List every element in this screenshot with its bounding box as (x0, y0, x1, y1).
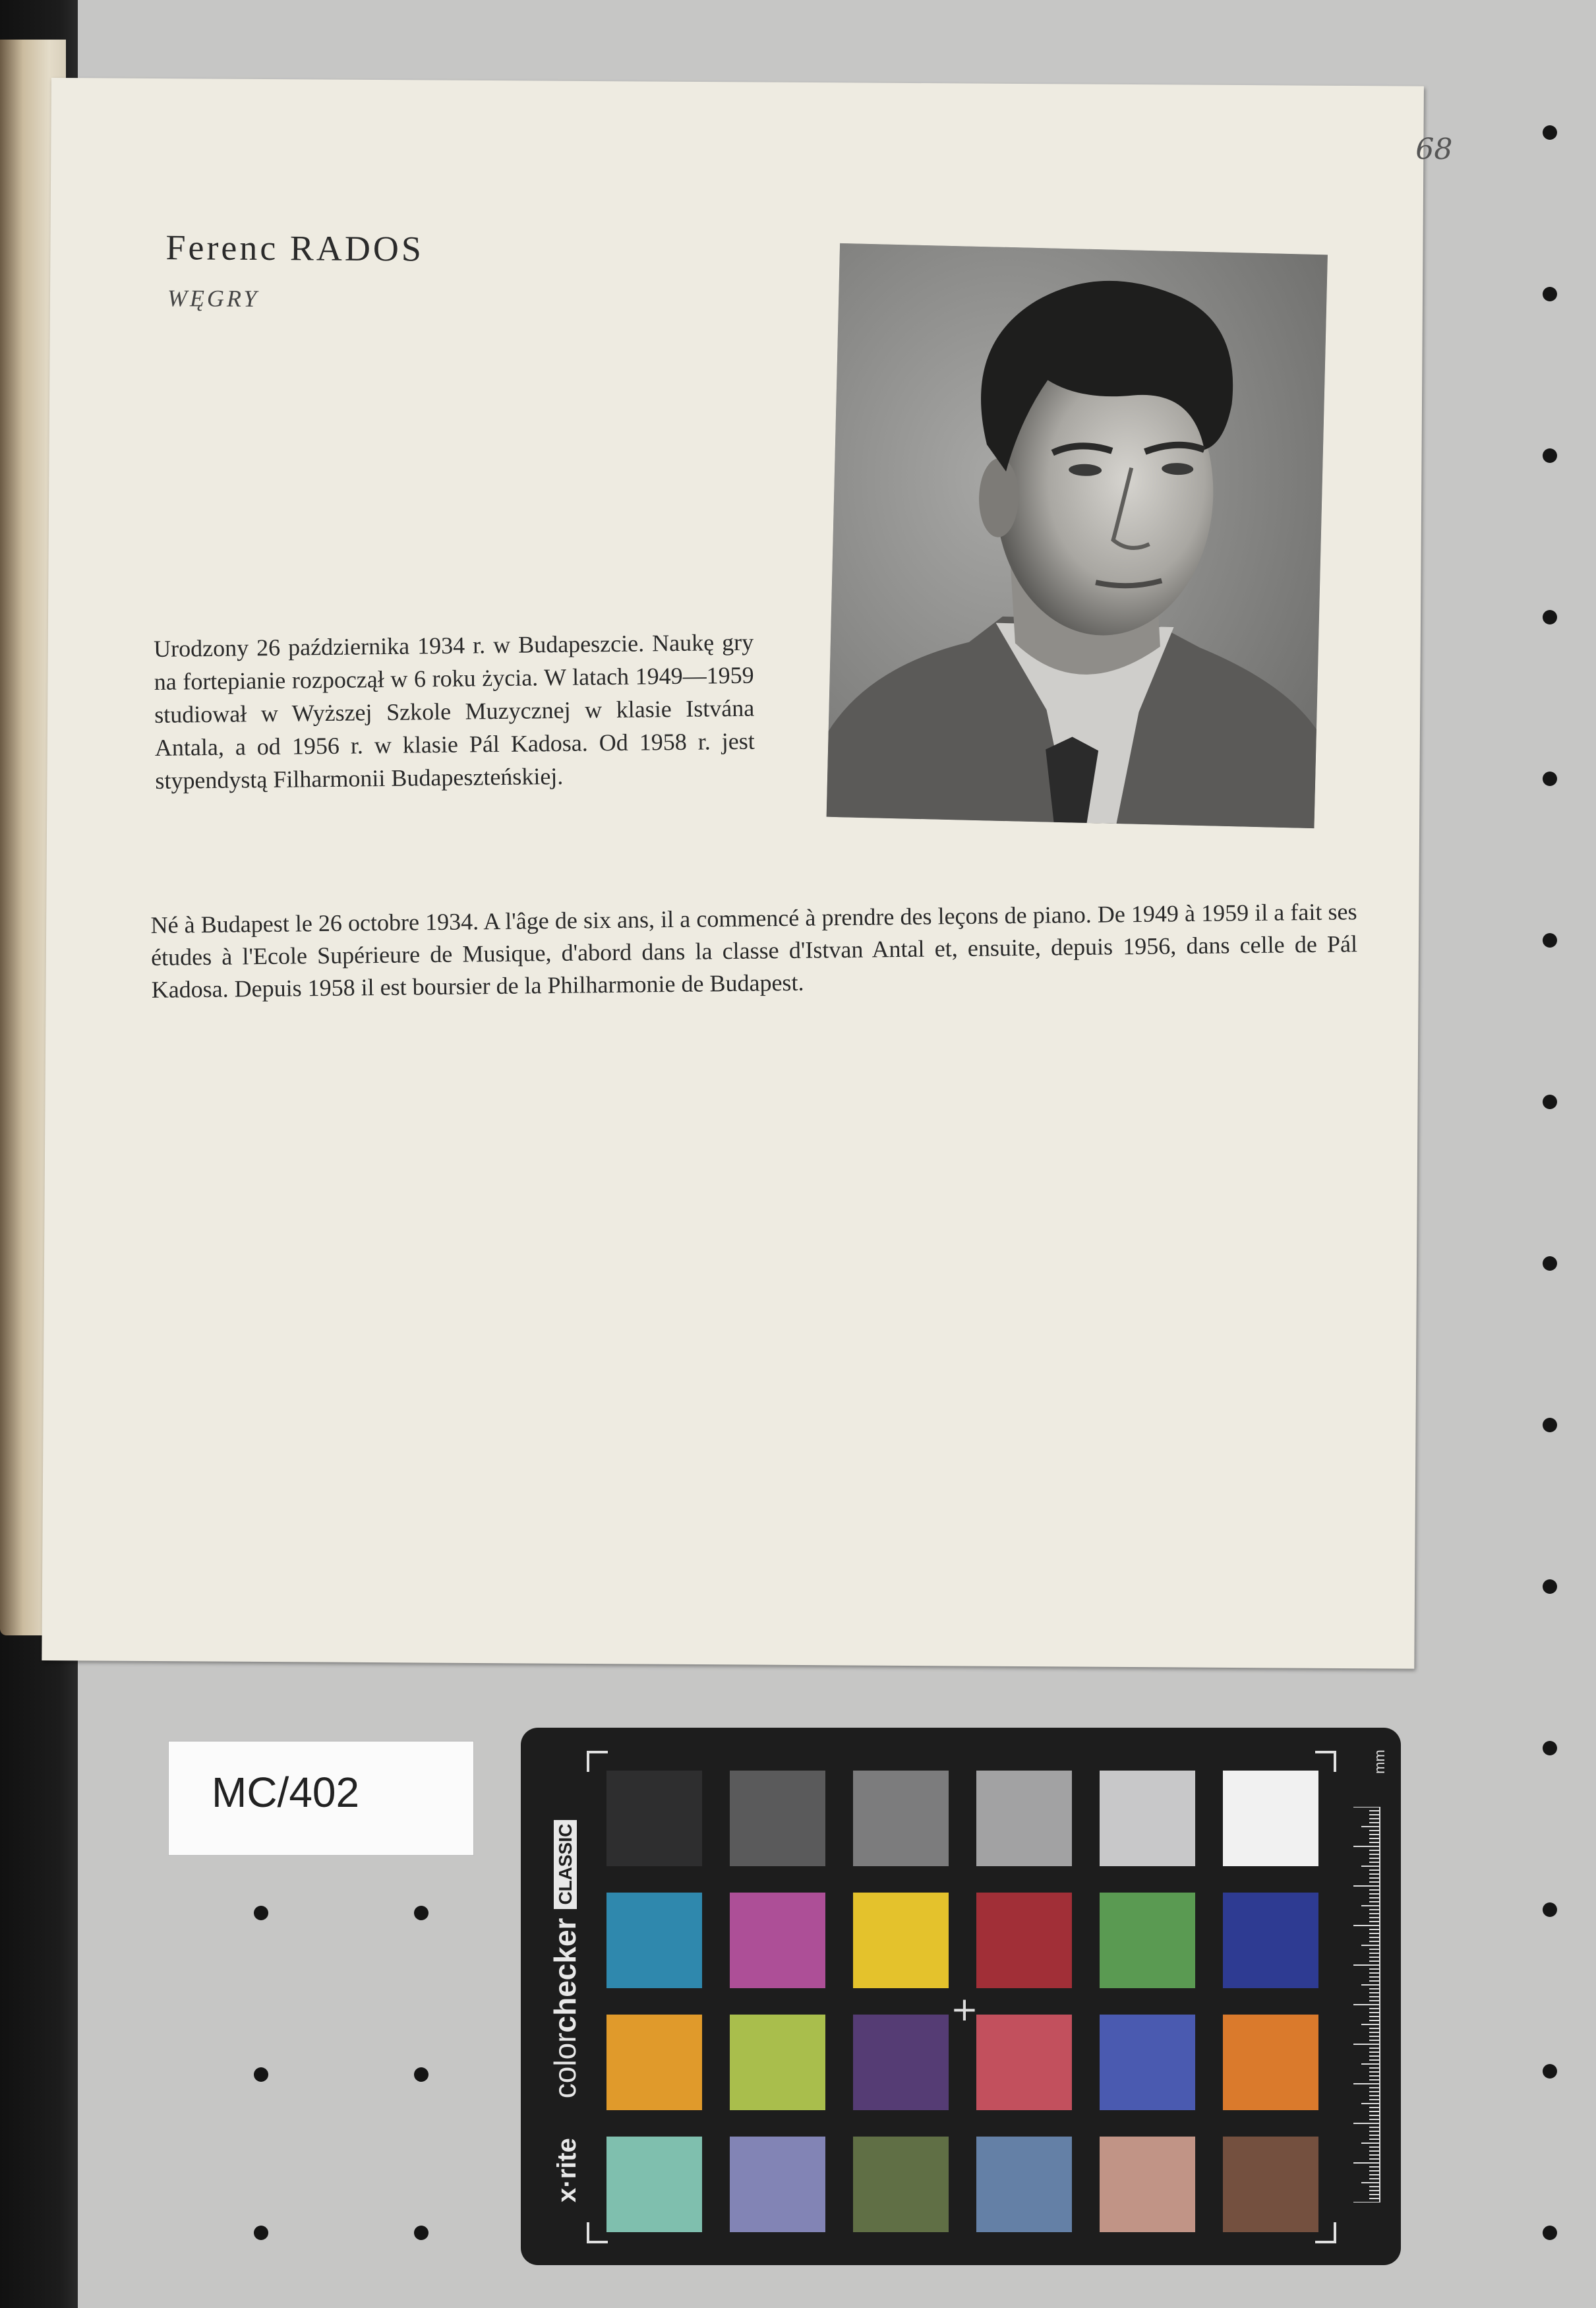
board-dot (1543, 2064, 1557, 2079)
color-patch (1100, 1771, 1195, 1866)
board-dot (1543, 933, 1557, 948)
portrait-illustration (827, 243, 1328, 828)
board-dot (1543, 287, 1557, 301)
archive-label-text: MC/402 (212, 1769, 360, 1816)
color-patch (853, 1893, 949, 1988)
board-dot (414, 1906, 429, 1920)
board-dot (1543, 2226, 1557, 2240)
color-patch (730, 1771, 825, 1866)
board-dot (254, 2226, 268, 2240)
color-patch (1223, 2015, 1318, 2110)
color-checker-branding (521, 1728, 582, 2265)
color-patch (606, 1893, 702, 1988)
board-dot (414, 2067, 429, 2082)
board-dot (254, 1906, 268, 1920)
color-patch (1223, 2137, 1318, 2232)
board-dot (1543, 1902, 1557, 1917)
color-patch (730, 2137, 825, 2232)
book-page (42, 78, 1453, 1669)
page-number: 68 (1415, 132, 1453, 166)
board-dot (414, 2226, 429, 2240)
color-patch (976, 1893, 1072, 1988)
color-patch (606, 2137, 702, 2232)
board-dot (1543, 448, 1557, 463)
portrait-photo (827, 243, 1328, 828)
mm-ruler (1348, 1807, 1381, 2202)
board-dot (1543, 1418, 1557, 1432)
color-patch (730, 1893, 825, 1988)
color-patch (1100, 2137, 1195, 2232)
board-dot (1543, 125, 1557, 140)
biography-polish: Urodzony 26 października 1934 r. w Budapeszcie. Naukę gry na fortepianie rozpoczął w 6 roku życia. W latach 1949—1959 studiował w Wyższej Szkole Muzycznej w klasie Istvána Antala, a od 1956 r. w klasie Pál Kadosa. Od 1958 r. jest stypendystą Filharmonii Budapeszteńskiej. (153, 628, 755, 794)
color-patch (853, 2015, 949, 2110)
color-patch (730, 2015, 825, 2110)
ruler-unit-label: mm (1371, 1749, 1388, 1774)
board-dot (1543, 1256, 1557, 1271)
crop-corner (587, 1751, 608, 1772)
artist-name: Ferenc RADOS (165, 228, 425, 269)
crosshair-icon: + (951, 1990, 978, 2028)
color-patch (1223, 1771, 1318, 1866)
brand-checker-word: checker (548, 1918, 582, 2033)
artist-country: WĘGRY (167, 285, 260, 312)
color-patch (1100, 2015, 1195, 2110)
board-dot (1543, 1741, 1557, 1755)
color-checker-card (521, 1728, 1401, 2265)
xrite-logo: x·rite (552, 2138, 581, 2202)
color-patch (976, 2015, 1072, 2110)
color-patch (1100, 1893, 1195, 1988)
color-patch (853, 2137, 949, 2232)
color-patch (606, 2015, 702, 2110)
color-patch (606, 1771, 702, 1866)
board-dot (1543, 772, 1557, 786)
biography-french: Né à Budapest le 26 octobre 1934. A l'âge de six ans, il a commencé à prendre des leçons de piano. De 1949 à 1959 il a fait ses études à l'Ecole Supérieure de Musique, d'abord dans la classe d'Istvan Antal et, ensuite, depuis 1956, dans celle de Pál Kadosa. Depuis 1958 il est boursier de la Philharmonie de Budapest. (150, 898, 1358, 1003)
color-patch (976, 2137, 1072, 2232)
board-dot (1543, 1095, 1557, 1109)
board-dot (1543, 1579, 1557, 1594)
color-patch (976, 1771, 1072, 1866)
board-dot (1543, 610, 1557, 624)
brand-classic-badge: CLASSIC (554, 1820, 577, 1909)
brand-color-word: color (548, 2032, 582, 2099)
archive-label-card (168, 1741, 474, 1856)
color-patch (1223, 1893, 1318, 1988)
color-patch (853, 1771, 949, 1866)
crop-corner (587, 2222, 608, 2243)
crop-corner (1315, 1751, 1336, 1772)
board-dot (254, 2067, 268, 2082)
